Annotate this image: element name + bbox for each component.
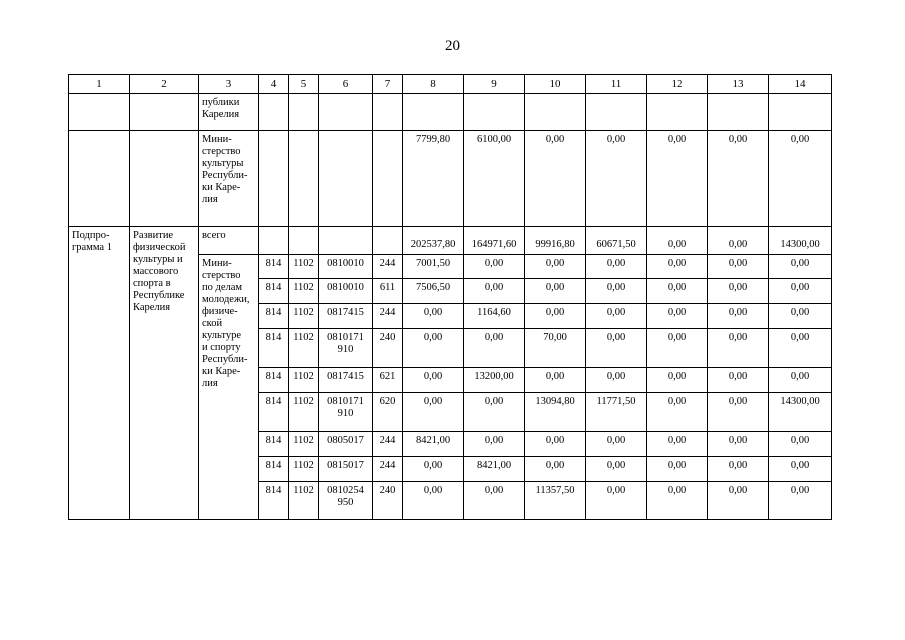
value-cell: 0,00	[647, 131, 708, 227]
code-cell: 0817415	[319, 304, 373, 329]
table-cell	[289, 131, 319, 227]
value-cell: 164971,60	[464, 227, 525, 255]
value-cell: 0,00	[464, 255, 525, 279]
value-cell: 0,00	[586, 368, 647, 393]
table-row	[69, 131, 832, 227]
column-header: 2	[130, 75, 199, 94]
code-cell: 0810254 950	[319, 482, 373, 520]
table-cell	[259, 131, 289, 227]
value-cell: 0,00	[769, 482, 832, 520]
column-header: 14	[769, 75, 832, 94]
code-cell: 621	[373, 368, 403, 393]
value-cell: 0,00	[586, 329, 647, 368]
page-number: 20	[445, 38, 460, 54]
table-cell	[259, 94, 289, 131]
value-cell: 0,00	[464, 432, 525, 457]
value-cell: 0,00	[769, 131, 832, 227]
table-cell	[130, 94, 199, 131]
column-header: 13	[708, 75, 769, 94]
value-cell: 0,00	[647, 393, 708, 432]
column-header: 7	[373, 75, 403, 94]
value-cell: 7001,50	[403, 255, 464, 279]
value-cell: 8421,00	[403, 432, 464, 457]
budget-table	[68, 74, 832, 520]
value-cell: 14300,00	[769, 393, 832, 432]
value-cell: 0,00	[647, 482, 708, 520]
value-cell: 0,00	[586, 482, 647, 520]
code-cell: 0810171 910	[319, 329, 373, 368]
value-cell: 1164,60	[464, 304, 525, 329]
table-cell	[130, 131, 199, 227]
table-cell	[525, 94, 586, 131]
table-cell	[289, 94, 319, 131]
value-cell: 0,00	[525, 304, 586, 329]
code-cell: 240	[373, 329, 403, 368]
value-cell: 0,00	[525, 368, 586, 393]
column-header: 3	[199, 75, 259, 94]
value-cell: 11771,50	[586, 393, 647, 432]
value-cell: 0,00	[525, 279, 586, 304]
code-cell: 814	[259, 279, 289, 304]
table-cell	[373, 131, 403, 227]
table-cell	[319, 131, 373, 227]
value-cell: 0,00	[708, 393, 769, 432]
table-cell	[708, 94, 769, 131]
code-cell: 814	[259, 457, 289, 482]
code-cell: 814	[259, 255, 289, 279]
value-cell: 0,00	[586, 255, 647, 279]
code-cell: 1102	[289, 304, 319, 329]
table-cell	[319, 94, 373, 131]
value-cell: 0,00	[586, 432, 647, 457]
program-name: Подпро- грамма 1	[69, 227, 130, 520]
value-cell: 70,00	[525, 329, 586, 368]
value-cell: 0,00	[586, 304, 647, 329]
code-cell: 244	[373, 457, 403, 482]
table-cell	[769, 94, 832, 131]
value-cell: 13200,00	[464, 368, 525, 393]
table-cell: Мини- стерство культуры Республи- ки Каре- лия	[199, 131, 259, 227]
code-cell: 244	[373, 432, 403, 457]
value-cell: 60671,50	[586, 227, 647, 255]
code-cell: 1102	[289, 279, 319, 304]
value-cell: 0,00	[708, 304, 769, 329]
value-cell: 0,00	[525, 255, 586, 279]
value-cell: 0,00	[586, 457, 647, 482]
value-cell: 202537,80	[403, 227, 464, 255]
value-cell: 0,00	[403, 457, 464, 482]
value-cell: 0,00	[403, 368, 464, 393]
code-cell: 814	[259, 368, 289, 393]
code-cell: 814	[259, 304, 289, 329]
value-cell: 0,00	[647, 304, 708, 329]
value-cell: 99916,80	[525, 227, 586, 255]
value-cell: 0,00	[464, 329, 525, 368]
code-cell: 0805017	[319, 432, 373, 457]
column-header: 11	[586, 75, 647, 94]
code-cell: 244	[373, 304, 403, 329]
code-cell: 620	[373, 393, 403, 432]
value-cell: 0,00	[708, 131, 769, 227]
table-cell	[259, 227, 289, 255]
table-cell	[403, 94, 464, 131]
value-cell: 0,00	[586, 279, 647, 304]
code-cell: 0817415	[319, 368, 373, 393]
code-cell: 0815017	[319, 457, 373, 482]
value-cell: 0,00	[647, 432, 708, 457]
value-cell: 0,00	[647, 227, 708, 255]
code-cell: 814	[259, 329, 289, 368]
value-cell: 0,00	[403, 393, 464, 432]
value-cell: 0,00	[708, 279, 769, 304]
value-cell: 0,00	[647, 279, 708, 304]
code-cell: 1102	[289, 329, 319, 368]
code-cell: 1102	[289, 368, 319, 393]
value-cell: 0,00	[708, 368, 769, 393]
value-cell: 0,00	[769, 368, 832, 393]
code-cell: 611	[373, 279, 403, 304]
value-cell: 0,00	[769, 304, 832, 329]
code-cell: 814	[259, 432, 289, 457]
column-header: 8	[403, 75, 464, 94]
value-cell: 7506,50	[403, 279, 464, 304]
value-cell: 0,00	[647, 329, 708, 368]
code-cell: 1102	[289, 255, 319, 279]
value-cell: 0,00	[525, 432, 586, 457]
column-header: 6	[319, 75, 373, 94]
program-title: Развитие физической культуры и массового спорта в Республике Карелия	[130, 227, 199, 520]
value-cell: 0,00	[403, 329, 464, 368]
value-cell: 11357,50	[525, 482, 586, 520]
value-cell: 0,00	[647, 457, 708, 482]
value-cell: 0,00	[586, 131, 647, 227]
column-header: 4	[259, 75, 289, 94]
value-cell: 6100,00	[464, 131, 525, 227]
value-cell: 0,00	[403, 304, 464, 329]
column-header: 5	[289, 75, 319, 94]
column-header: 9	[464, 75, 525, 94]
value-cell: 0,00	[769, 329, 832, 368]
table-cell	[464, 94, 525, 131]
table-cell	[373, 94, 403, 131]
value-cell: 0,00	[708, 255, 769, 279]
value-cell: 8421,00	[464, 457, 525, 482]
code-cell: 244	[373, 255, 403, 279]
value-cell: 0,00	[708, 457, 769, 482]
value-cell: 0,00	[464, 482, 525, 520]
code-cell: 814	[259, 393, 289, 432]
table-cell	[373, 227, 403, 255]
column-header: 10	[525, 75, 586, 94]
value-cell: 0,00	[769, 255, 832, 279]
value-cell: 0,00	[708, 432, 769, 457]
column-header: 12	[647, 75, 708, 94]
code-cell: 1102	[289, 482, 319, 520]
value-cell: 0,00	[647, 255, 708, 279]
value-cell: 0,00	[525, 131, 586, 227]
value-cell: 7799,80	[403, 131, 464, 227]
value-cell: 14300,00	[769, 227, 832, 255]
value-cell: 0,00	[708, 482, 769, 520]
code-cell: 1102	[289, 457, 319, 482]
code-cell: 1102	[289, 432, 319, 457]
value-cell: 0,00	[769, 457, 832, 482]
total-label: всего	[199, 227, 259, 255]
header-row	[69, 75, 832, 94]
code-cell: 0810010	[319, 255, 373, 279]
value-cell: 0,00	[708, 329, 769, 368]
table-cell	[69, 131, 130, 227]
table-cell	[586, 94, 647, 131]
code-cell: 1102	[289, 393, 319, 432]
code-cell: 814	[259, 482, 289, 520]
value-cell: 0,00	[769, 432, 832, 457]
value-cell: 0,00	[525, 457, 586, 482]
value-cell: 0,00	[769, 279, 832, 304]
code-cell: 0810171 910	[319, 393, 373, 432]
table-cell	[647, 94, 708, 131]
table-cell	[289, 227, 319, 255]
value-cell: 0,00	[464, 393, 525, 432]
value-cell: 0,00	[708, 227, 769, 255]
value-cell: 0,00	[647, 368, 708, 393]
table-cell	[319, 227, 373, 255]
table-row	[69, 94, 832, 131]
table-cell: публики Карелия	[199, 94, 259, 131]
value-cell: 0,00	[464, 279, 525, 304]
value-cell: 0,00	[403, 482, 464, 520]
table-row	[69, 227, 832, 255]
code-cell: 240	[373, 482, 403, 520]
value-cell: 13094,80	[525, 393, 586, 432]
column-header: 1	[69, 75, 130, 94]
code-cell: 0810010	[319, 279, 373, 304]
ministry-name: Мини- стерство по делам молодежи, физиче- ской культуре и спорту Республи- ки Каре- лия	[199, 255, 259, 520]
table-cell	[69, 94, 130, 131]
